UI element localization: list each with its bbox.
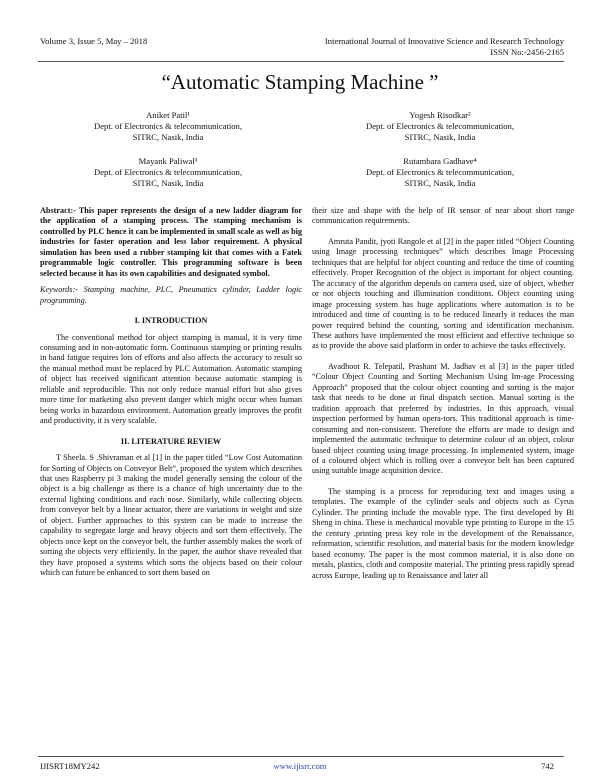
paragraph: The stamping is a process for reproducing text and images using a templates. The example of the cylinder seals and objects such as Cyrus Cylinder. The printing include the movable type. The first developed by Bi Sheng in china. These is mechanical movable type printing to Europe in the 15 the century ,printing press key role in the development of the Renaissance, reformation, scientific resolution, and material basis for the modern knowledge based economy. The paper is the most common material, it is also done on metals, plastics, cloth and composite material. The printing press rapidly spread across Europe, leading up to Renaissance and later all: [312, 486, 574, 580]
journal-volume: Volume 3, Issue 5, May – 2018: [40, 36, 148, 46]
page-number: 742: [541, 761, 554, 771]
right-column: [312, 206, 574, 581]
paper-title: “Automatic Stamping Machine ”: [161, 70, 439, 94]
introduction-text: The conventional method for object stamping is manual, it is very time consuming and in non-automatic form. Continuous stamping or printing results in hand fatigue requires lots of efforts and also affects the accuracy to result so the manual method must be replaced by PLC Automation. Automatic stamping of object has received significant attention because automatic stamping is reliable and reproducible. This not only reduce manual effort but also gives more time for marketing also prevent danger which might occur when human being works in hazardous environment. Automation greatly improves the profit and productivity, it is very scalable.: [40, 332, 302, 426]
author-name: Yogesh Risodkar²: [409, 110, 471, 120]
author-inst: SITRC, Nasik, India: [404, 178, 476, 189]
journal-website-link[interactable]: www.ijisrt.com: [273, 761, 327, 771]
paragraph: Amruta Pandit, jyoti Rangole et al [2] in the paper titled “Object Counting using Image processing techniques” which describes Image Processing techniques that are helpful for object counting and reduce the time of counting effectively. Proper Recognition of the object is important for object counting. The accuracy of the algorithm depends on camera used, size of object, whether or not objects touching and illumination conditions. Object counting using image processing system has huge applications where automation is to be introduced and time of counting is to be reduced linearly it reduces the man power required behind the counting, sorting and identification mechanism. These authors have implemented the most efficient and effective technique so as to provide the above said platform in order to achieve the tasks effectively.: [312, 236, 574, 351]
issn: ISSN No:-2456-2165: [490, 47, 564, 57]
author-dept: Dept. of Electronics & telecommunication,: [94, 121, 242, 132]
section-heading-literature-review: II. LITERATURE REVIEW: [120, 436, 222, 446]
author-name: Aniket Patil¹: [146, 110, 190, 120]
author-block: [310, 156, 570, 190]
section-heading-introduction: I. INTRODUCTION: [134, 316, 208, 326]
paragraph: their size and shape with the help of IR sensor of near about short range communication requirements.: [312, 206, 574, 226]
author-name: Mayank Paliwal³: [138, 156, 198, 166]
paper-id: IJISRT18MY242: [40, 761, 100, 771]
literature-review-text: T Sheela. S .Shivraman et al [1] in the paper titled “Low Cost Automation for Sorting of Objects on Conveyor Belt”, proposed the system which describes that uses Raspberry pi 3 making the model generally sensing the colour of the object is a big challenge as there is a chance of high uncertainty due to the external lighting conditions and each nose. Similarly, while collecting objects from conveyor belt by a linear actuator, there are variations in weight and size of object. Further approaches to this system can be made to increase the capability to segregate large and heavy objects and sort them effectively. The objects once kept on the conveyor belt, the further assembly makes the work of sorting the objects very efficiently. In the paper, the author shave revealed that they have proposed a systems which sorts the objects based on their colour which can future be enhanced to sort them based on: [40, 453, 302, 578]
author-name: Rutambara Gadhave⁴: [403, 156, 477, 166]
author-block: [38, 110, 298, 144]
author-inst: SITRC, Nasik, India: [132, 178, 204, 189]
journal-name: [325, 36, 564, 58]
author-dept: Dept. of Electronics & telecommunication,: [366, 121, 514, 132]
abstract: Abstract:- This paper represents the design of a new ladder diagram for the application of a stamping process. The stamping mechanism is controlled by PLC hence it can be implemented in small scale as well as big industries for faster operation and less labor requirement. A physical simulation has been used a rubber stamping kit that comes with a Fatek programmable logic controller. This programming software is been selected because it has its own capabilities and designated symbol.: [40, 206, 302, 278]
footer-rule: [38, 756, 564, 757]
journal-title: International Journal of Innovative Science and Research Technology: [324, 36, 564, 46]
author-dept: Dept. of Electronics & telecommunication,: [366, 167, 514, 178]
paragraph: Avadhoot R. Telepatil, Prashant M. Jadhav et al [3] in the paper titled “Colour Object Counting and Sorting Mechanism Using Im-age Processing Approach” proposed that the colour object counting and sorting is the major task that needs to be done at final dispatch section. Manual sorting is the tradition approach that preferred by industries. In this approach, visual inspection performed by human opera-tors. This traditional approach is time-consuming and non-consistent. Therefore the efforts are made to design and implemented the automatic technique to determine colour of an object, colour based object counting using image processing. In implemented system, image of a coloured object which is rolling over a conveyor belt has been captured using suitable image acquisition device.: [312, 361, 574, 476]
author-inst: SITRC, Nasik, India: [404, 132, 476, 143]
author-dept: Dept. of Electronics & telecommunication,: [94, 167, 242, 178]
author-inst: SITRC, Nasik, India: [132, 132, 204, 143]
author-block: [38, 156, 298, 190]
left-column: [40, 206, 302, 579]
header-rule: [38, 61, 564, 62]
keywords: Keywords:- Stamping machine, PLC, Pneumatics cylinder, Ladder logic programming.: [40, 285, 302, 305]
author-block: [310, 110, 570, 144]
